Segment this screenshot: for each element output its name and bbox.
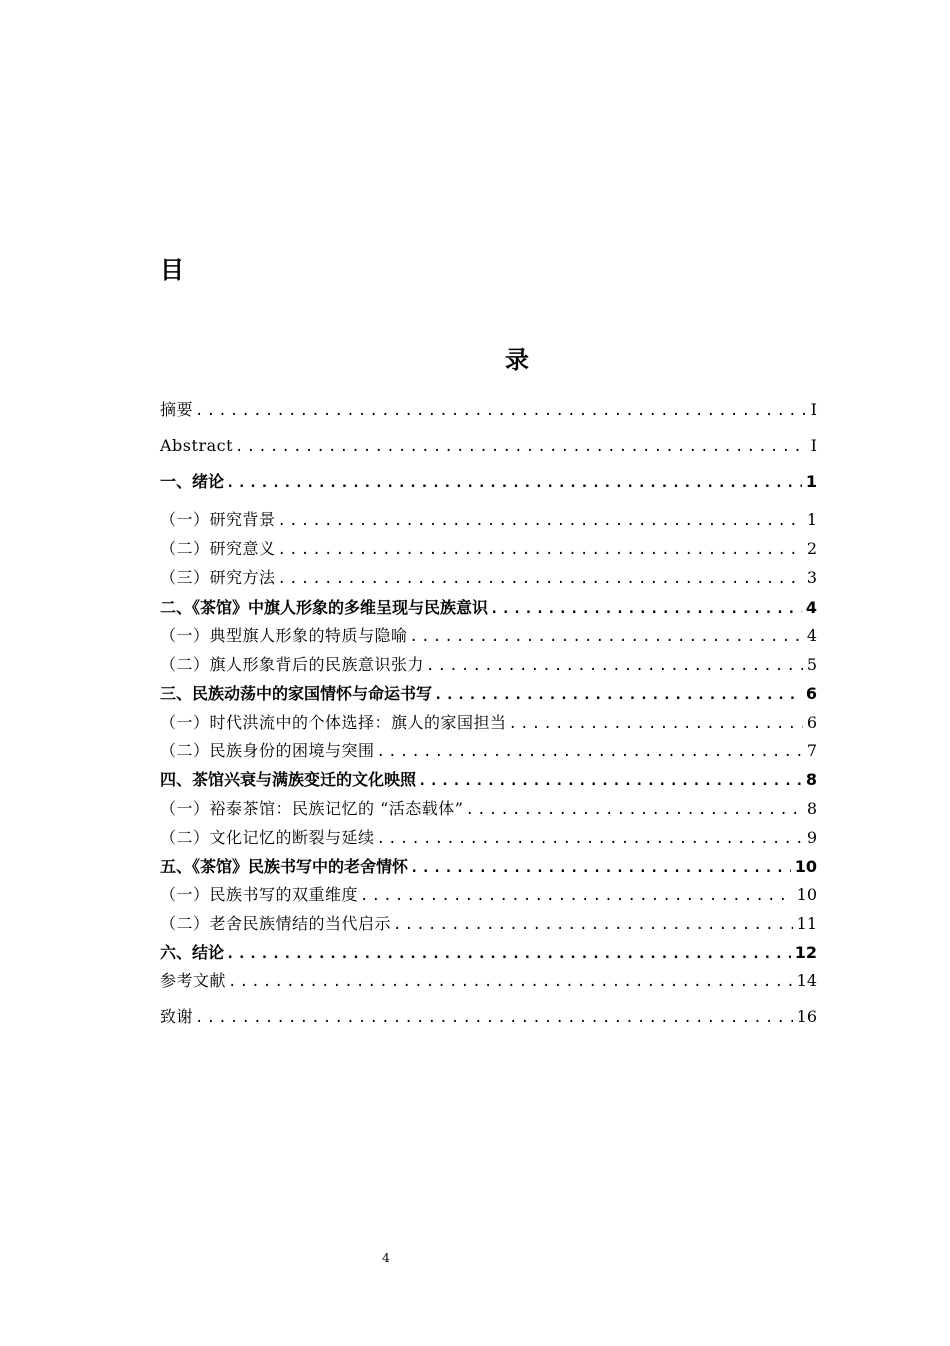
toc-dot-leader: [228, 970, 793, 994]
toc-entry[interactable]: [160, 969, 817, 993]
toc-entry[interactable]: [160, 537, 817, 561]
toc-entry-label: （二）民族身份的困境与突围: [160, 741, 375, 760]
toc-dot-leader: [360, 884, 793, 908]
toc-entry-label: 五、《茶馆》民族书写中的老舍情怀: [160, 857, 409, 876]
toc-entry-page: 4: [805, 598, 817, 617]
toc-entry[interactable]: [160, 653, 817, 677]
toc-entry[interactable]: [160, 768, 817, 792]
toc-entry-label: 六、结论: [160, 943, 225, 962]
toc-entry[interactable]: [160, 912, 817, 936]
toc-entry[interactable]: [160, 470, 817, 494]
toc-entry-label: （二）老舍民族情结的当代启示: [160, 914, 392, 933]
toc-dot-leader: [278, 538, 803, 562]
toc-entry-label: 参考文献: [160, 971, 227, 990]
toc-dot-leader: [410, 625, 803, 649]
toc-dot-leader: [278, 567, 803, 591]
toc-entry-page: 9: [806, 828, 817, 847]
toc-title-char-1: 目: [160, 256, 184, 284]
toc-entry-page: I: [810, 400, 817, 419]
toc-entry[interactable]: [160, 941, 817, 965]
toc-entry[interactable]: [160, 624, 817, 648]
toc-entry-label: （一）典型旗人形象的特质与隐喻: [160, 626, 408, 645]
toc-entry[interactable]: [160, 883, 817, 907]
page-number: 4: [382, 1251, 390, 1265]
toc-entry-page: 2: [806, 539, 817, 558]
toc-entry-label: 三、民族动荡中的家国情怀与命运书写: [160, 684, 433, 703]
toc-dot-leader: [377, 827, 803, 851]
toc-dot-leader: [490, 597, 802, 621]
toc-entry-page: 8: [805, 770, 817, 789]
toc-entry-page: I: [810, 436, 817, 455]
toc-entry-label: 四、茶馆兴衰与满族变迁的文化映照: [160, 770, 417, 789]
toc-entry-page: 1: [805, 472, 817, 491]
toc-dot-leader: [465, 798, 802, 822]
toc-entry-page: 10: [794, 857, 817, 876]
toc-entry-page: 8: [806, 799, 817, 818]
toc-entry-label: （二）旗人形象背后的民族意识张力: [160, 655, 425, 674]
toc-dot-leader: [434, 683, 802, 707]
toc-dot-leader: [418, 769, 802, 793]
toc-entry-page: 10: [796, 885, 817, 904]
toc-entry[interactable]: [160, 682, 817, 706]
toc-entry-page: 5: [806, 655, 817, 674]
toc-entry[interactable]: [160, 508, 817, 532]
toc-entry-page: 12: [794, 943, 817, 962]
toc-entry-label: 摘要: [160, 400, 194, 419]
toc-dot-leader: [278, 509, 803, 533]
toc-entry[interactable]: [160, 398, 817, 422]
toc-entry[interactable]: [160, 1005, 817, 1029]
toc-dot-leader: [235, 435, 807, 459]
toc-entry[interactable]: [160, 797, 817, 821]
toc-dot-leader: [426, 654, 803, 678]
toc-entry-label: 一、绪论: [160, 472, 225, 491]
toc-entry-page: 7: [806, 741, 817, 760]
toc-title-char-2: 录: [505, 346, 529, 374]
toc-entry-label: （一）民族书写的双重维度: [160, 885, 359, 904]
toc-dot-leader: [226, 471, 802, 495]
toc-entry-page: 6: [805, 684, 817, 703]
toc-entry-label: （二）文化记忆的断裂与延续: [160, 828, 375, 847]
toc-entry-page: 14: [796, 971, 817, 990]
toc-entry[interactable]: [160, 739, 817, 763]
toc-dot-leader: [377, 740, 803, 764]
toc-entry[interactable]: [160, 855, 817, 879]
toc-entry-page: 16: [796, 1007, 817, 1026]
toc-entry-label: （一）裕泰茶馆：民族记忆的 “活态载体”: [160, 799, 464, 818]
toc-entry-label: Abstract: [160, 436, 234, 455]
toc-dot-leader: [226, 942, 791, 966]
toc-entry-page: 4: [806, 626, 817, 645]
toc-entry-page: 11: [796, 914, 817, 933]
toc-entry[interactable]: [160, 434, 817, 458]
toc-entry-label: 致谢: [160, 1007, 194, 1026]
toc-entry-page: 6: [806, 713, 817, 732]
toc-entry-page: 1: [806, 510, 817, 529]
toc-entry[interactable]: [160, 826, 817, 850]
toc-entry[interactable]: [160, 596, 817, 620]
toc-dot-leader: [195, 1006, 793, 1030]
toc-dot-leader: [410, 856, 791, 880]
toc-entry-label: （一）时代洪流中的个体选择：旗人的家国担当: [160, 713, 507, 732]
toc-entry-label: （三）研究方法: [160, 568, 276, 587]
toc-entry[interactable]: [160, 711, 817, 735]
toc-dot-leader: [195, 399, 807, 423]
toc-dot-leader: [393, 913, 793, 937]
toc-entry-label: 二、《茶馆》中旗人形象的多维呈现与民族意识: [160, 598, 489, 617]
toc-dot-leader: [509, 712, 803, 736]
toc-entry-page: 3: [806, 568, 817, 587]
toc-entry[interactable]: [160, 566, 817, 590]
toc-entry-label: （二）研究意义: [160, 539, 276, 558]
toc-entry-label: （一）研究背景: [160, 510, 276, 529]
